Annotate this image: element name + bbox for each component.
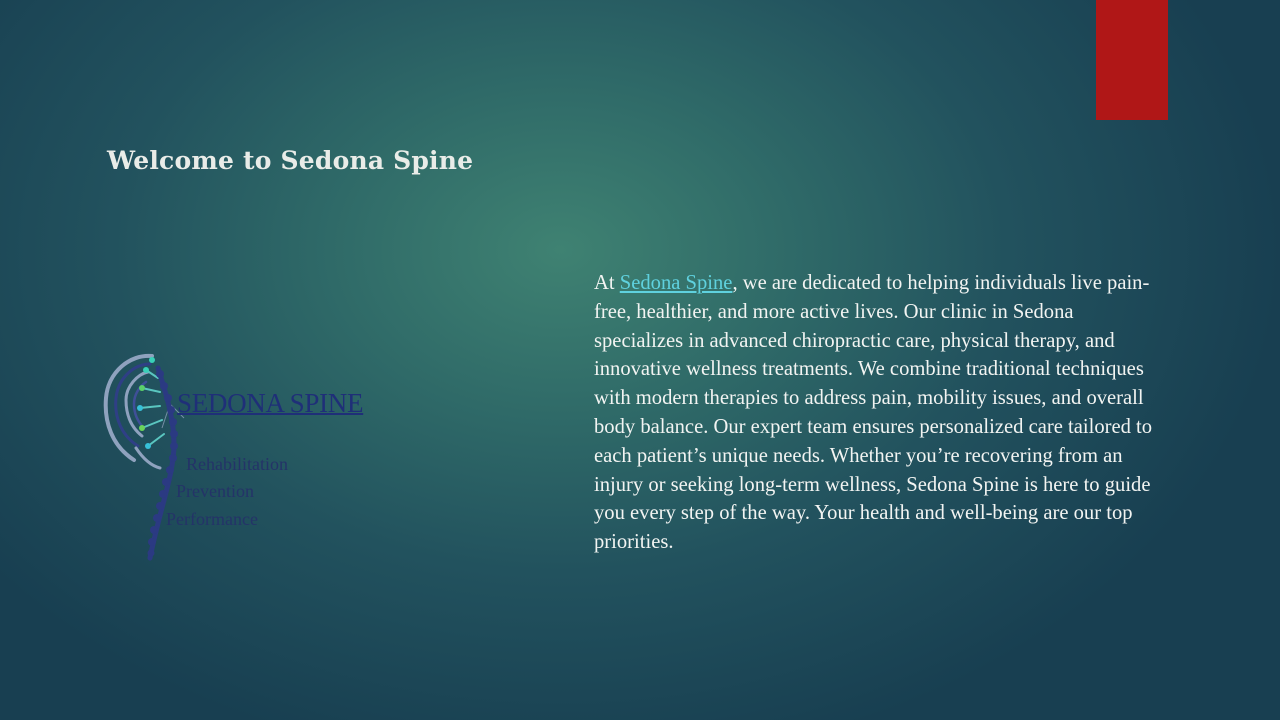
logo-tagline-prevention: Prevention [176, 481, 254, 501]
logo-tagline-rehabilitation: Rehabilitation [186, 454, 288, 474]
red-accent-bar [1096, 0, 1168, 120]
sedona-spine-link[interactable]: Sedona Spine [619, 272, 733, 294]
sedona-spine-logo [100, 348, 420, 568]
intro-text: , we are dedicated to helping individuals live pain-free, healthier, and more active lives. Our clinic in Sedona specializes in advanced chiropractic care, physical therapy, and innovative wellness treatments. We combine traditional techniques with modern therapies to address pain, mobility issues, and overall body balance. Our expert team ensures personalized care tailored to each patient’s unique needs. Whether you’re recovering from an injury or seeking long-term wellness, Sedona Spine is here to guide you every step of the way. Your health and well-being are our top priorities. [594, 272, 1153, 554]
logo-tagline-performance: Performance [166, 509, 258, 529]
logo-title: SEDONA SPINE [177, 388, 364, 418]
slide-title: Welcome to Sedona Spine [107, 146, 474, 175]
intro-paragraph [594, 269, 1159, 557]
intro-prefix: At [594, 272, 620, 294]
